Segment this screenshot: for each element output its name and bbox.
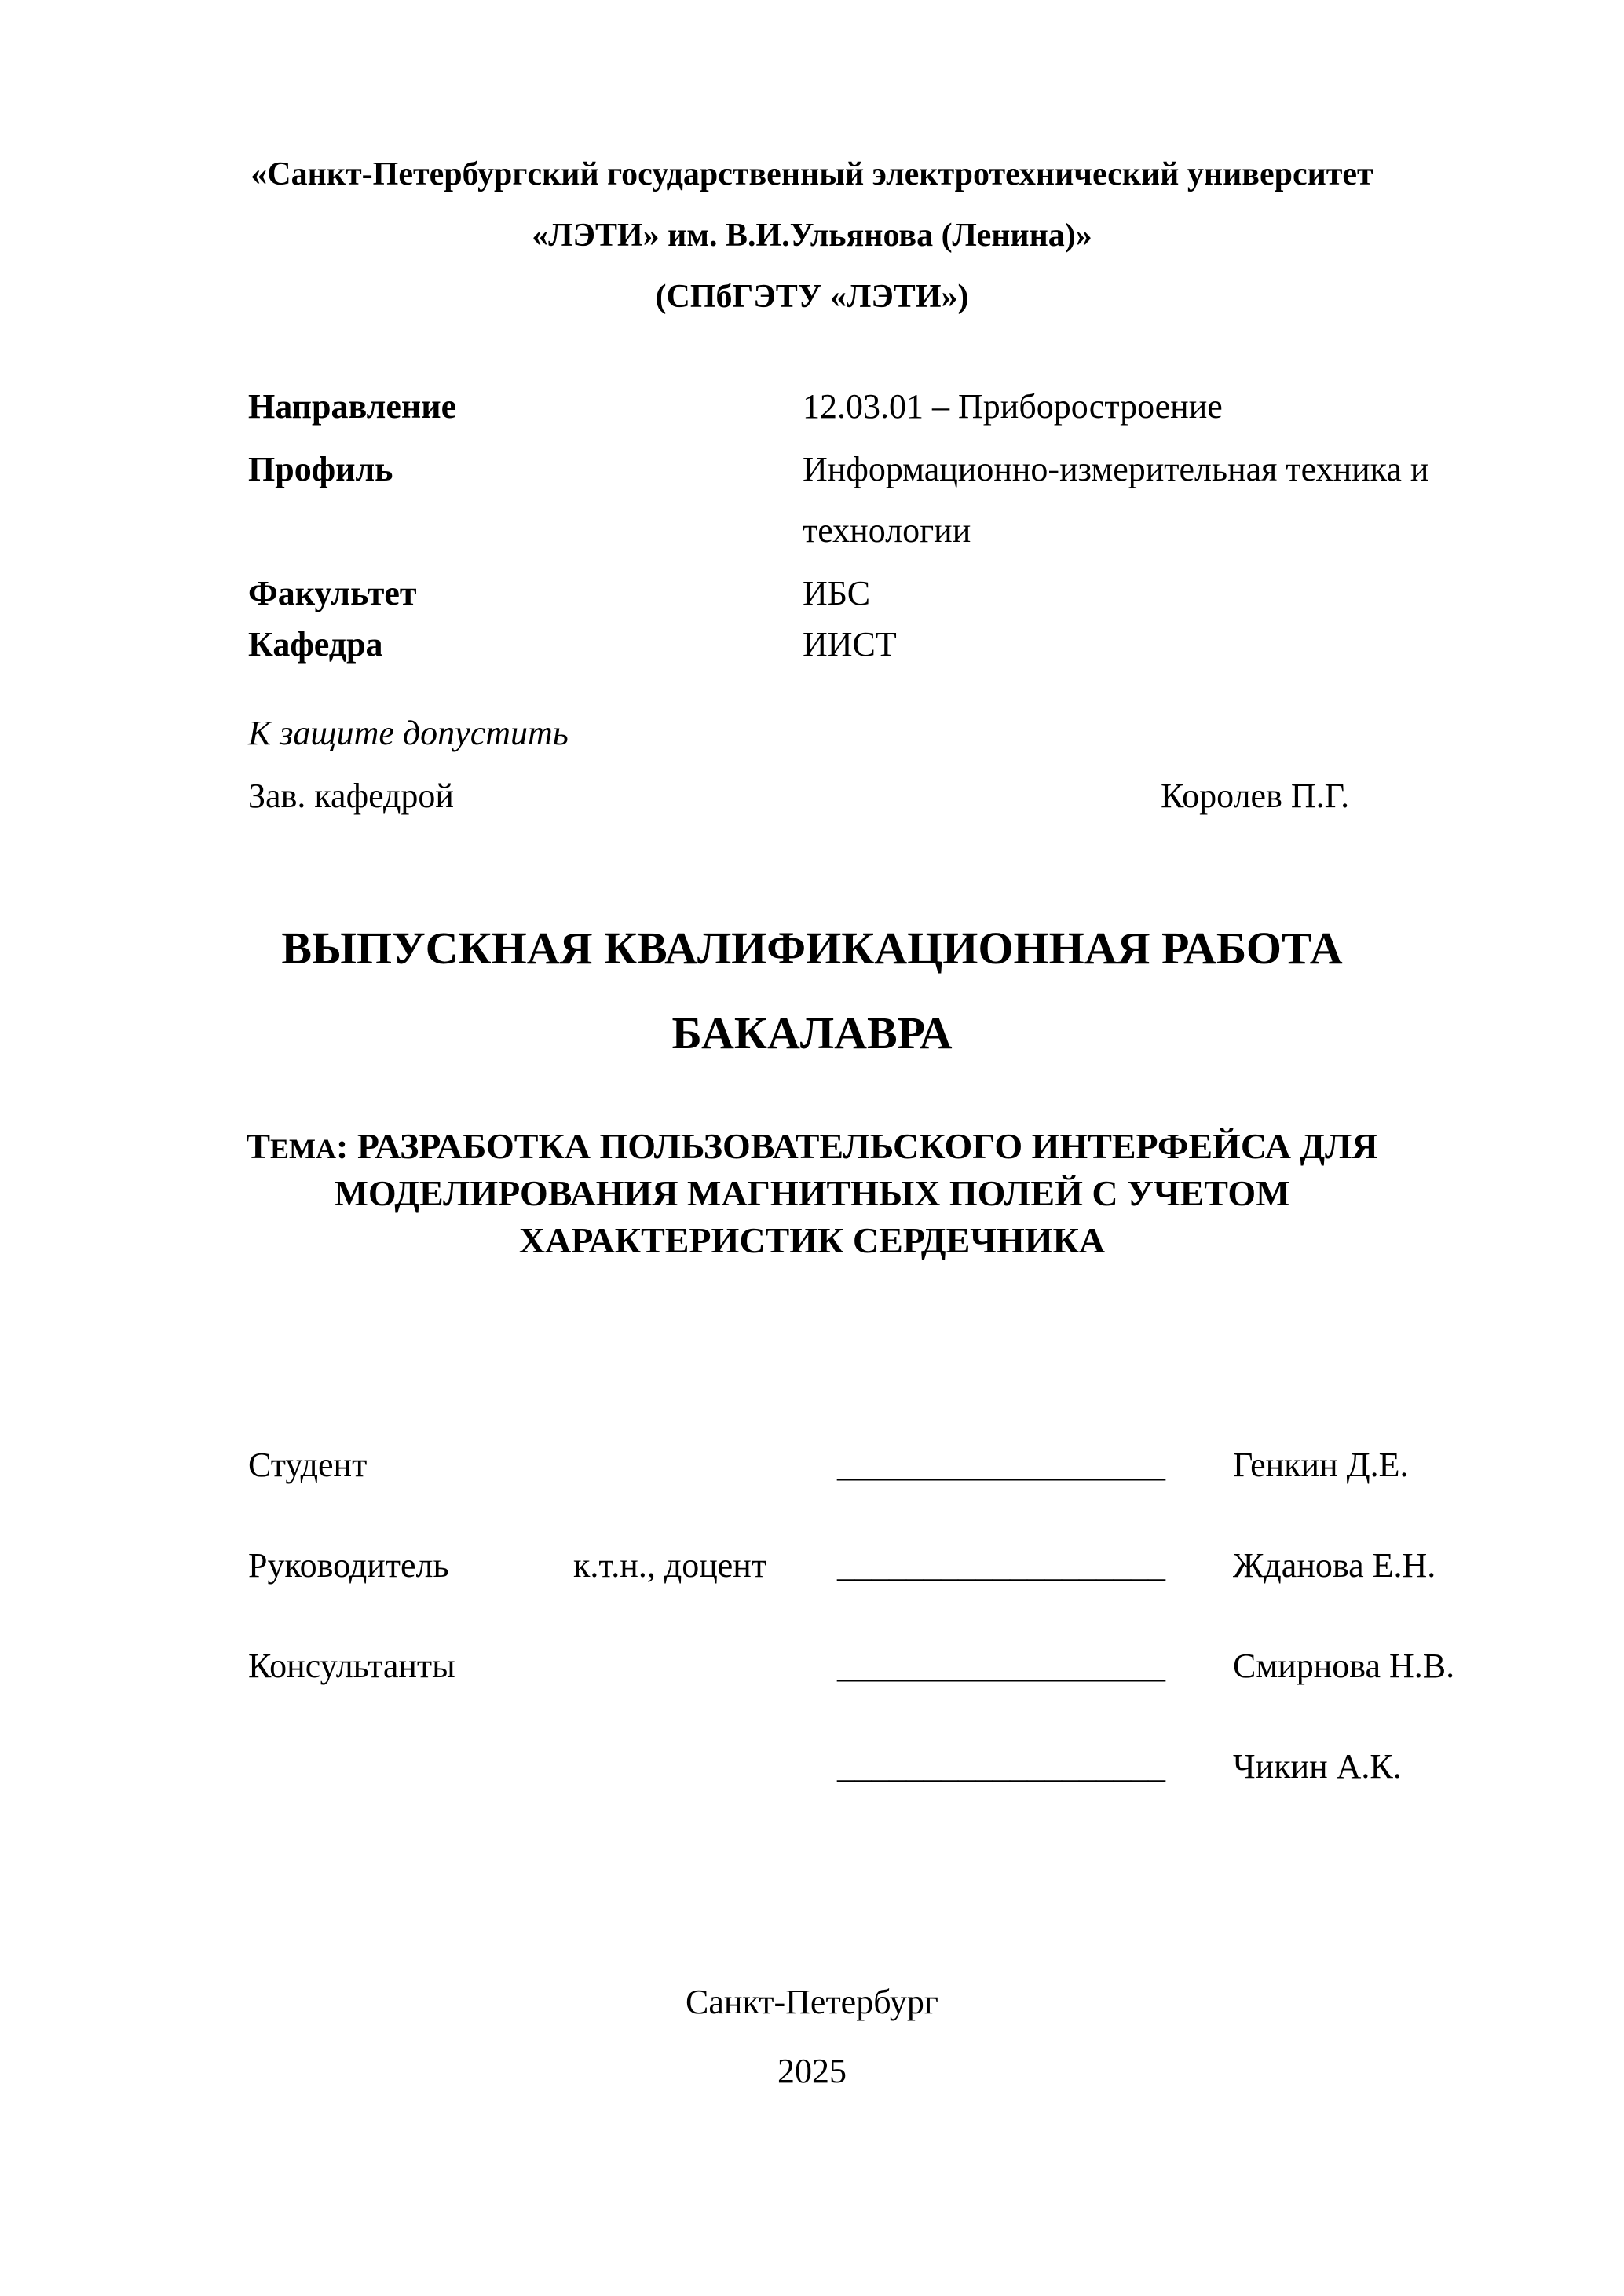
approval-text: К защите допустить	[248, 714, 569, 752]
document-title-line-2: БАКАЛАВРА	[671, 1007, 953, 1058]
supervisor-degree: к.т.н., доцент	[573, 1546, 767, 1585]
topic-text-line-2: МОДЕЛИРОВАНИЯ МАГНИТНЫХ ПОЛЕЙ С УЧЕТОМ	[334, 1173, 1290, 1213]
direction-value: 12.03.01 – Приборостроение	[803, 387, 1223, 426]
footer-year: 2025	[777, 2052, 847, 2090]
supervisor-signature-line: ___________________	[837, 1546, 1165, 1585]
student-name: Генкин Д.Е.	[1233, 1446, 1409, 1484]
supervisor-name: Жданова Е.Н.	[1233, 1546, 1436, 1585]
consultant-2-signature-line: ___________________	[837, 1747, 1165, 1786]
direction-label: Направление	[248, 387, 457, 426]
student-label: Студент	[248, 1446, 368, 1484]
profile-value-line-2: технологии	[803, 511, 971, 550]
topic-line-1	[0, 1123, 1624, 1172]
profile-label: Профиль	[248, 450, 393, 488]
topic-text-line-1: РАЗРАБОТКА ПОЛЬЗОВАТЕЛЬСКОГО ИНТЕРФЕЙСА ДЛЯ	[357, 1126, 1378, 1166]
department-label: Кафедра	[248, 625, 383, 664]
topic-text-line-3: ХАРАКТЕРИСТИК СЕРДЕЧНИКА	[518, 1220, 1106, 1260]
footer-city: Санкт-Петербург	[686, 1983, 938, 2021]
university-line-1: «Санкт-Петербургский государственный электротехнический университет	[251, 156, 1373, 192]
topic-label-colon: :	[336, 1126, 349, 1166]
head-name: Королев П.Г.	[1161, 777, 1350, 815]
consultant-1-signature-line: ___________________	[837, 1647, 1165, 1685]
university-line-2: «ЛЭТИ» им. В.И.Ульянова (Ленина)»	[532, 218, 1092, 254]
department-value: ИИСТ	[803, 625, 897, 664]
student-signature-line: ___________________	[837, 1446, 1165, 1484]
faculty-label: Факультет	[248, 574, 417, 612]
topic-label-rest: ЕМА	[270, 1133, 337, 1164]
consultant-1-name: Смирнова Н.В.	[1233, 1647, 1455, 1685]
head-label: Зав. кафедрой	[248, 777, 454, 815]
topic-label-first: Т	[246, 1126, 271, 1166]
profile-value-line-1: Информационно-измерительная техника и	[803, 450, 1429, 488]
supervisor-label: Руководитель	[248, 1546, 449, 1585]
consultants-label: Консультанты	[248, 1647, 455, 1685]
faculty-value: ИБС	[803, 574, 871, 612]
university-line-3: (СПбГЭТУ «ЛЭТИ»)	[655, 279, 969, 315]
document-title-line-1: ВЫПУСКНАЯ КВАЛИФИКАЦИОННАЯ РАБОТА	[281, 923, 1343, 974]
consultant-2-name: Чикин А.К.	[1233, 1747, 1402, 1786]
